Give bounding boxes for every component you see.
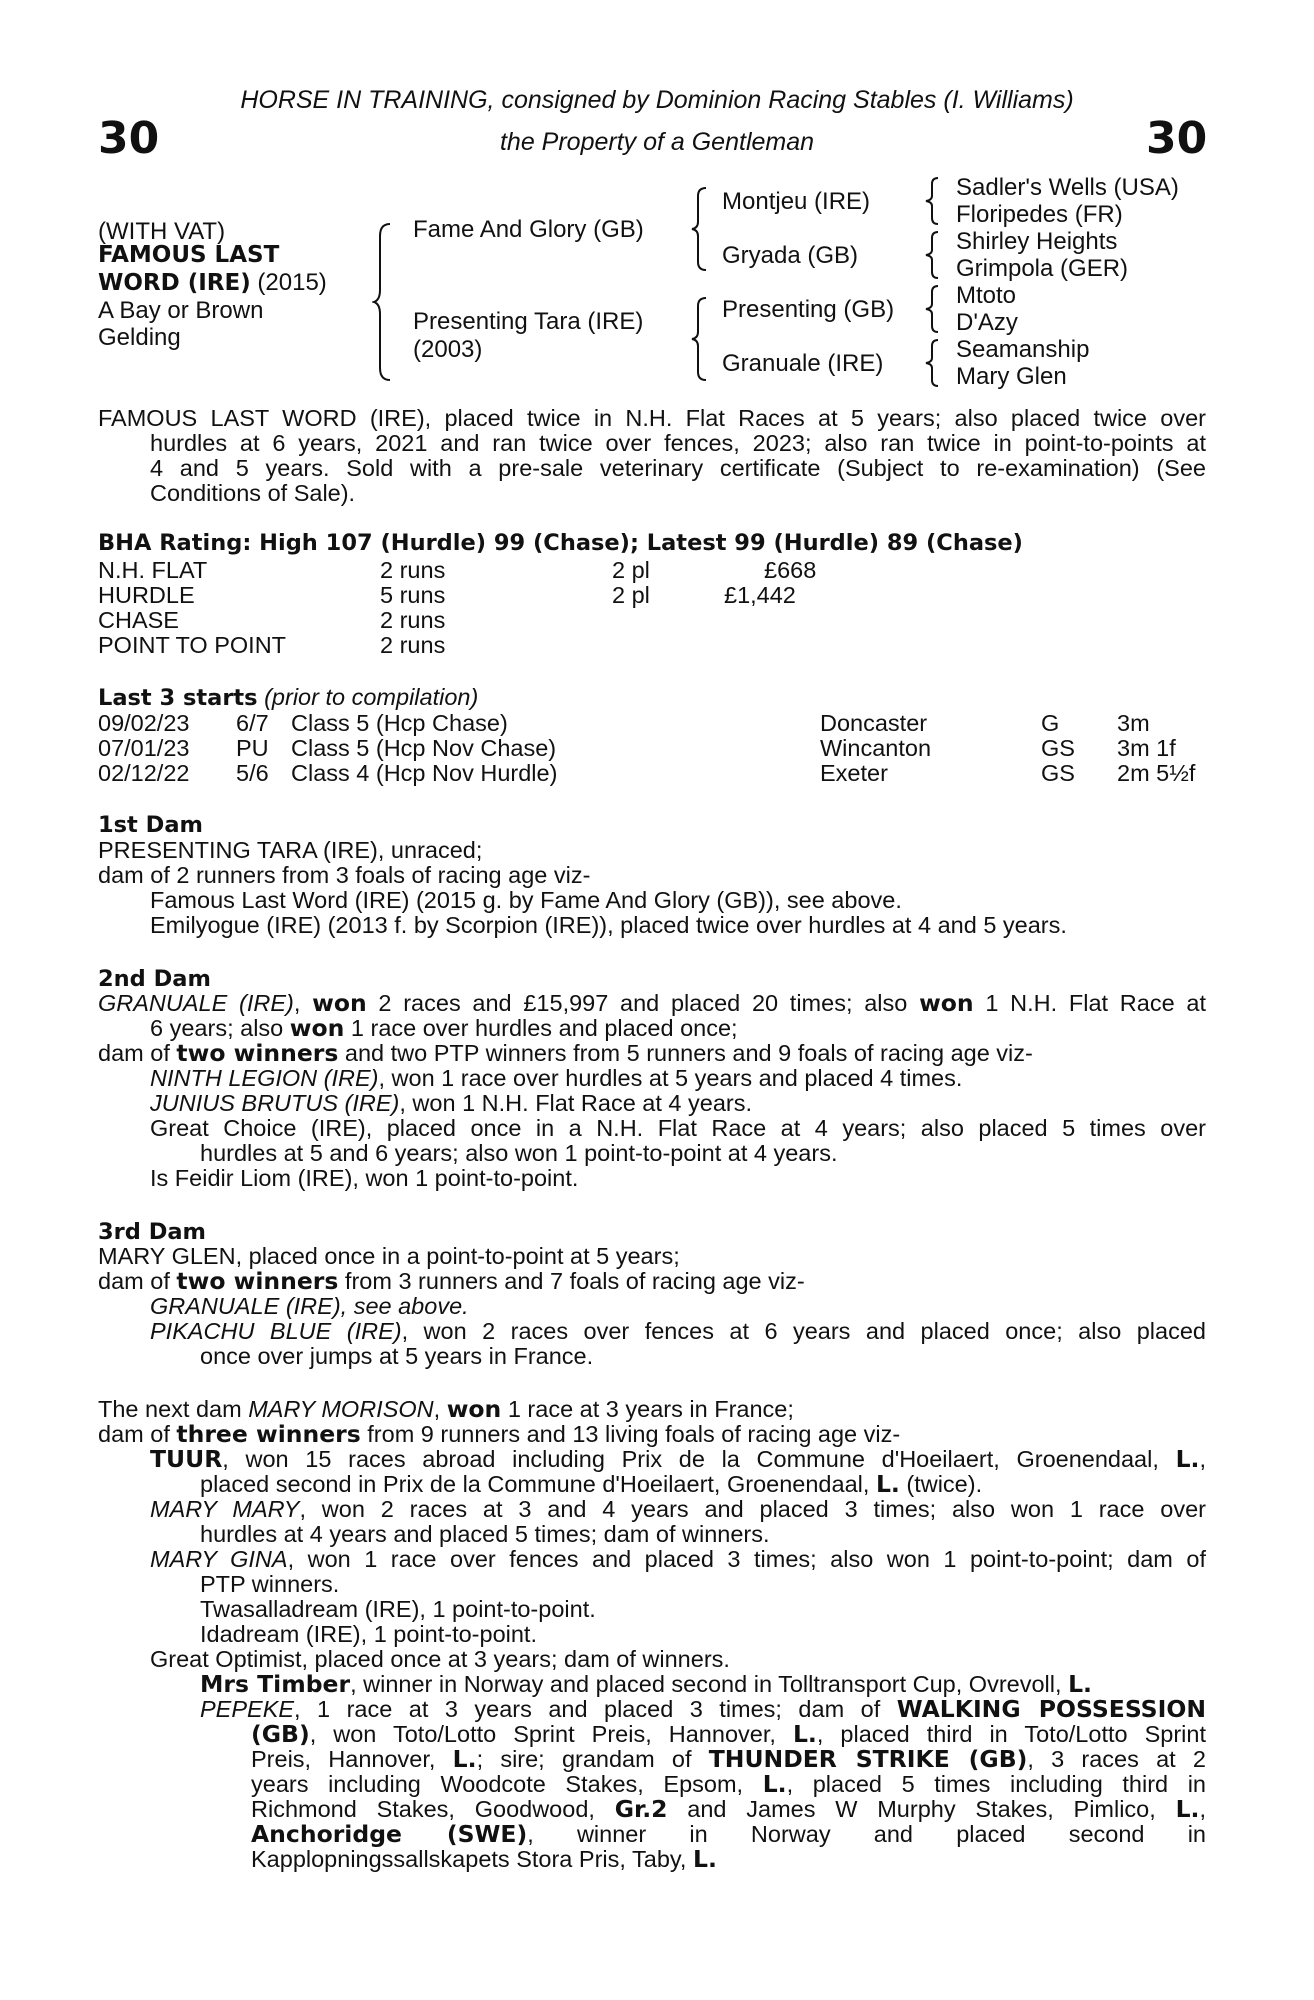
produce-name: JUNIUS BRUTUS (IRE) [150, 1090, 400, 1116]
group-label: Gr.2 [614, 1797, 668, 1823]
text: from 3 runners and 7 foals of racing age viz- [338, 1268, 805, 1294]
pedigree-sire-dam: Gryada (GB) [722, 242, 859, 269]
rating-type: POINT TO POINT [98, 632, 287, 658]
pedigree-gg-7: Seamanship [956, 336, 1090, 363]
rating-prize: £668 [764, 557, 817, 583]
mrs-timber-line [200, 1672, 1092, 1698]
horse-name: WORD (IRE) [98, 270, 251, 296]
text: dam of [98, 1268, 177, 1294]
text: 1 N.H. Flat Race at [973, 991, 1206, 1016]
rating-placed: 2 pl [612, 582, 650, 608]
start-race: Class 5 (Hcp Chase) [291, 710, 508, 736]
text: , 1 race at 3 years and placed 3 times; dam of [294, 1697, 897, 1722]
first-dam-heading: 1st Dam [98, 812, 203, 838]
dam-name: GRANUALE (IRE) [98, 991, 294, 1016]
pedigree-gg-1: Sadler's Wells (USA) [956, 174, 1179, 201]
text: , won 15 races abroad including Prix de la Commune d'Hoeilaert, Groenendaal, [222, 1447, 1176, 1472]
listed-label: L. [1175, 1447, 1200, 1473]
pedigree-gg-4: Grimpola (GER) [956, 255, 1129, 282]
third-dam-heading: 3rd Dam [98, 1219, 206, 1245]
next-dam-line-1 [98, 1397, 794, 1423]
start-course: Exeter [820, 760, 888, 786]
pedigree-gg-2: Floripedes (FR) [956, 201, 1123, 228]
dam-name: MARY MORISON [248, 1396, 434, 1422]
text: , winner in Norway and placed second in [527, 1822, 1206, 1847]
pepeke-line-5 [251, 1797, 1206, 1823]
text: , [293, 991, 313, 1016]
property-heading: the Property of a Gentleman [499, 128, 815, 156]
text: (twice). [899, 1471, 983, 1497]
mary-mary-line-2: hurdles at 4 years and placed 5 times; dam of winners. [200, 1521, 770, 1547]
text: Kapplopningssallskapets Stora Pris, Taby, [251, 1846, 693, 1872]
last-starts-title: Last 3 starts [98, 685, 258, 711]
lot-number-right: 30 [1146, 113, 1208, 164]
start-going: GS [1041, 735, 1075, 761]
next-dam-line-2 [98, 1422, 900, 1448]
text: and James W Murphy Stakes, Pimlico, [667, 1797, 1176, 1822]
text: The next dam [98, 1396, 249, 1422]
pedigree-gg-8: Mary Glen [956, 363, 1067, 390]
vat-note: (WITH VAT) [98, 218, 226, 245]
text: , [1199, 1797, 1206, 1822]
winners-label: three winners [176, 1420, 361, 1448]
start-date: 07/01/23 [98, 735, 190, 761]
second-dam-line-6: Great Choice (IRE), placed once in a N.H. Flat Race at 4 years; also placed 5 times over [150, 1116, 1206, 1141]
rating-type: HURDLE [98, 582, 195, 608]
second-dam-line-2 [150, 1016, 738, 1042]
pedigree-dam-year: (2003) [413, 336, 483, 363]
first-dam-line-4: Emilyogue (IRE) (2013 f. by Scorpion (IRE)), placed twice over hurdles at 4 and 5 years. [150, 912, 1067, 938]
start-position: 5/6 [236, 760, 269, 786]
listed-label: L. [875, 1470, 900, 1498]
third-dam-line-3 [150, 1294, 469, 1320]
text: dam of [98, 1421, 177, 1447]
mary-gina-line-1 [150, 1547, 1206, 1573]
won-label: won [289, 1014, 345, 1042]
produce-name: Anchoridge (SWE) [251, 1822, 528, 1848]
first-dam-line-3: Famous Last Word (IRE) (2015 g. by Fame And Glory (GB)), see above. [150, 887, 902, 913]
text: Preis, Hannover, [251, 1747, 453, 1772]
pepeke-line-3 [251, 1747, 1206, 1773]
horse-name-line2 [98, 269, 327, 297]
produce-name: WALKING POSSESSION [896, 1697, 1206, 1723]
pedigree-dam-sire: Presenting (GB) [722, 296, 895, 323]
text: , won 1 race over hurdles at 5 years and placed 4 times. [378, 1065, 963, 1091]
second-dam-heading: 2nd Dam [98, 966, 211, 992]
third-dam-line-4 [150, 1319, 1206, 1345]
third-dam-line-1: MARY GLEN, placed once in a point-to-point at 5 years; [98, 1243, 680, 1269]
pedigree-g-brace-1 [924, 176, 942, 226]
produce-name: MARY GINA [150, 1547, 288, 1572]
produce-name: TUUR [150, 1447, 223, 1473]
second-dam-line-7: hurdles at 5 and 6 years; also won 1 point-to-point at 4 years. [200, 1140, 838, 1166]
horse-description-1: A Bay or Brown [98, 297, 264, 324]
text: , see above. [340, 1293, 469, 1319]
produce-name: Mrs Timber [200, 1670, 351, 1698]
consignor-heading: HORSE IN TRAINING, consigned by Dominion Racing Stables (I. Williams) [240, 86, 1074, 114]
text: , won Toto/Lotto Sprint Preis, Hannover, [309, 1722, 793, 1747]
text: ; sire; grandam of [476, 1747, 709, 1772]
won-label: won [919, 991, 974, 1017]
text: , placed third in Toto/Lotto Sprint [816, 1722, 1206, 1747]
produce-name: PIKACHU BLUE (IRE) [150, 1319, 402, 1344]
pedigree-dam: Presenting Tara (IRE) [413, 308, 644, 335]
text: 1 race at 3 years in France; [501, 1396, 794, 1422]
pepeke-line-6 [251, 1822, 1206, 1848]
text: , won 1 race over fences and placed 3 times; also won 1 point-to-point; dam of [287, 1547, 1206, 1572]
horse-name-line1: FAMOUS LAST [98, 242, 280, 268]
text: years including Woodcote Stakes, Epsom, [251, 1772, 763, 1797]
mary-gina-line-2: PTP winners. [200, 1571, 340, 1597]
text: , [1199, 1447, 1206, 1472]
produce-name: PEPEKE [200, 1697, 295, 1722]
pedigree-gg-3: Shirley Heights [956, 228, 1118, 255]
rating-runs: 5 runs [380, 582, 446, 608]
text: , won 2 races over fences at 6 years and placed once; also placed [401, 1319, 1206, 1344]
pedigree-dam-brace [690, 296, 710, 382]
third-dam-line-5: once over jumps at 5 years in France. [200, 1343, 594, 1369]
summary-line-2: hurdles at 6 years, 2021 and ran twice over fences, 2023; also ran twice in point-to-points at [150, 431, 1206, 456]
second-dam-line-4 [150, 1066, 962, 1092]
pedigree-sire-brace [690, 186, 710, 272]
text: from 9 runners and 13 living foals of racing age viz- [360, 1421, 901, 1447]
start-date: 09/02/23 [98, 710, 190, 736]
rating-runs: 2 runs [380, 632, 446, 658]
start-course: Doncaster [820, 710, 928, 736]
start-position: 6/7 [236, 710, 269, 736]
text: 2 races and £15,997 and placed 20 times; also [366, 991, 920, 1016]
pedigree-dam-dam: Granuale (IRE) [722, 350, 884, 377]
start-race: Class 4 (Hcp Nov Hurdle) [291, 760, 558, 786]
start-distance: 3m [1117, 710, 1150, 736]
produce-name: THUNDER STRIKE (GB) [708, 1747, 1028, 1773]
text: 6 years; also [150, 1015, 290, 1041]
text: , [433, 1396, 447, 1422]
start-position: PU [236, 735, 269, 761]
listed-label: L. [1068, 1670, 1092, 1698]
rating-runs: 2 runs [380, 607, 446, 633]
text: and two PTP winners from 5 runners and 9 foals of racing age viz- [338, 1040, 1033, 1066]
produce-name: GRANUALE (IRE) [150, 1293, 341, 1319]
pedigree-gg-6: D'Azy [956, 309, 1018, 336]
pedigree-gg-5: Mtoto [956, 282, 1017, 309]
listed-label: L. [762, 1772, 787, 1798]
start-distance: 2m 5½f [1117, 760, 1196, 786]
idadream-line: Idadream (IRE), 1 point-to-point. [200, 1621, 537, 1647]
second-dam-line-3 [98, 1041, 1033, 1067]
tuur-line-2 [200, 1472, 982, 1498]
mary-mary-line-1 [150, 1497, 1206, 1523]
start-race: Class 5 (Hcp Nov Chase) [291, 735, 557, 761]
start-distance: 3m 1f [1117, 735, 1176, 761]
rating-prize: £1,442 [724, 582, 796, 608]
text: , winner in Norway and placed second in Tolltransport Cup, Ovrevoll, [350, 1671, 1069, 1697]
lot-number-left: 30 [98, 113, 160, 164]
won-label: won [446, 1395, 502, 1423]
listed-label: L. [1175, 1797, 1200, 1823]
pepeke-line-2 [251, 1722, 1206, 1748]
last-starts-heading [98, 684, 478, 712]
second-dam-line-5 [150, 1091, 752, 1117]
first-dam-line-2: dam of 2 runners from 3 foals of racing age viz- [98, 862, 591, 888]
start-course: Wincanton [820, 735, 932, 761]
winners-label: two winners [176, 1267, 339, 1295]
tuur-line-1 [150, 1447, 1206, 1473]
pepeke-line-7 [251, 1847, 717, 1873]
pedigree-sire: Fame And Glory (GB) [413, 216, 644, 243]
last-starts-note: (prior to compilation) [257, 684, 479, 710]
bha-rating-heading: BHA Rating: High 107 (Hurdle) 99 (Chase); Latest 99 (Hurdle) 89 (Chase) [98, 530, 1023, 556]
start-date: 02/12/22 [98, 760, 190, 786]
pedigree-g-brace-4 [924, 338, 942, 388]
pedigree-sire-sire: Montjeu (IRE) [722, 188, 871, 215]
listed-label: L. [692, 1845, 717, 1873]
listed-label: L. [452, 1747, 477, 1773]
great-optimist-line: Great Optimist, placed once at 3 years; dam of winners. [150, 1646, 730, 1672]
text: , placed 5 times including third in [786, 1772, 1206, 1797]
produce-name: NINTH LEGION (IRE) [150, 1065, 379, 1091]
rating-runs: 2 runs [380, 557, 446, 583]
rating-type: CHASE [98, 607, 179, 633]
summary-line-4: Conditions of Sale). [150, 480, 356, 506]
text: 1 race over hurdles and placed once; [344, 1015, 738, 1041]
pedigree-g-brace-3 [924, 284, 942, 334]
text: Richmond Stakes, Goodwood, [251, 1797, 615, 1822]
summary-line-1: FAMOUS LAST WORD (IRE), placed twice in N.H. Flat Races at 5 years; also placed twice over [98, 406, 1206, 431]
start-going: G [1041, 710, 1060, 736]
foaling-year: (2015) [250, 269, 327, 296]
horse-description-2: Gelding [98, 324, 181, 351]
second-dam-line-8: Is Feidir Liom (IRE), won 1 point-to-point. [150, 1165, 579, 1191]
text: , won 1 N.H. Flat Race at 4 years. [399, 1090, 753, 1116]
text: , won 2 races at 3 and 4 years and placed 3 times; also won 1 race over [299, 1497, 1206, 1522]
text: placed second in Prix de la Commune d'Hoeilaert, Groenendaal, [200, 1471, 876, 1497]
produce-name: MARY MARY [150, 1497, 300, 1522]
text: (GB) [251, 1722, 310, 1748]
first-dam-line-1: PRESENTING TARA (IRE), unraced; [98, 837, 483, 863]
winners-label: two winners [176, 1039, 339, 1067]
pepeke-line-1 [200, 1697, 1206, 1723]
summary-line-3: 4 and 5 years. Sold with a pre-sale veterinary certificate (Subject to re-examination) (See [150, 456, 1206, 481]
text: , 3 races at 2 [1027, 1747, 1206, 1772]
text: dam of [98, 1040, 177, 1066]
pedigree-main-brace [372, 222, 394, 382]
rating-placed: 2 pl [612, 557, 650, 583]
rating-type: N.H. FLAT [98, 557, 208, 583]
pedigree-g-brace-2 [924, 230, 942, 280]
listed-label: L. [792, 1722, 817, 1748]
won-label: won [312, 991, 367, 1017]
twasalladream-line: Twasalladream (IRE), 1 point-to-point. [200, 1596, 596, 1622]
third-dam-line-2 [98, 1269, 805, 1295]
pepeke-line-4 [251, 1772, 1206, 1798]
second-dam-line-1 [98, 991, 1206, 1017]
start-going: GS [1041, 760, 1075, 786]
